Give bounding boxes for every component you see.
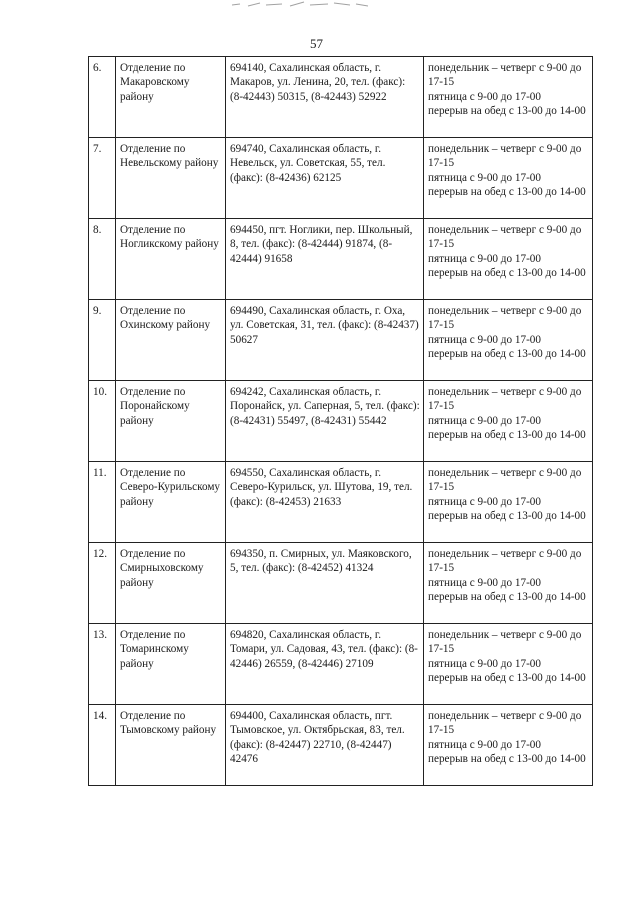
row-number: 9. — [89, 300, 116, 381]
hours-friday: пятница с 9-00 до 17-00 — [428, 171, 541, 184]
table-row — [89, 462, 593, 543]
hours-weekdays: понедельник – четверг с 9-00 до 17-15 — [428, 305, 582, 332]
row-number: 11. — [89, 462, 116, 543]
hours-lunch-break: перерыв на обед с 13-00 до 14-00 — [428, 672, 586, 685]
office-hours — [424, 462, 593, 543]
hours-weekdays: понедельник – четверг с 9-00 до 17-15 — [428, 629, 582, 656]
office-address: 694350, п. Смирных, ул. Маяковского, 5, тел. (факс): (8-42452) 41324 — [226, 543, 424, 624]
hours-friday: пятница с 9-00 до 17-00 — [428, 576, 541, 589]
row-number: 7. — [89, 138, 116, 219]
office-address: 694740, Сахалинская область, г. Невельск, ул. Советская, 55, тел. (факс): (8-42436) 62125 — [226, 138, 424, 219]
office-address: 694550, Сахалинская область, г. Северо-Курильск, ул. Шутова, 19, тел. (факс): (8-42453) 21633 — [226, 462, 424, 543]
page-number: 57 — [310, 36, 323, 51]
office-name: Отделение по Охинскому району — [116, 300, 226, 381]
hours-lunch-break: перерыв на обед с 13-00 до 14-00 — [428, 267, 586, 280]
hours-lunch-break: перерыв на обед с 13-00 до 14-00 — [428, 429, 586, 442]
office-address: 694242, Сахалинская область, г. Поронайск, ул. Саперная, 5, тел. (факс): (8-42431) 55497, (8-42431) 55442 — [226, 381, 424, 462]
scan-artifact — [230, 0, 370, 8]
hours-friday: пятница с 9-00 до 17-00 — [428, 333, 541, 346]
hours-lunch-break: перерыв на обед с 13-00 до 14-00 — [428, 753, 586, 766]
hours-weekdays: понедельник – четверг с 9-00 до 17-15 — [428, 710, 582, 737]
table-row — [89, 381, 593, 462]
table-row — [89, 138, 593, 219]
office-name: Отделение по Смирныховскому району — [116, 543, 226, 624]
row-number: 12. — [89, 543, 116, 624]
office-name: Отделение по Тымовскому району — [116, 705, 226, 786]
table-row — [89, 219, 593, 300]
office-hours — [424, 138, 593, 219]
office-hours — [424, 219, 593, 300]
hours-lunch-break: перерыв на обед с 13-00 до 14-00 — [428, 510, 586, 523]
table-row — [89, 57, 593, 138]
office-address: 694450, пгт. Ноглики, пер. Школьный, 8, тел. (факс): (8-42444) 91874, (8-42444) 91658 — [226, 219, 424, 300]
row-number: 13. — [89, 624, 116, 705]
table-row — [89, 300, 593, 381]
hours-friday: пятница с 9-00 до 17-00 — [428, 252, 541, 265]
hours-weekdays: понедельник – четверг с 9-00 до 17-15 — [428, 467, 582, 494]
row-number: 10. — [89, 381, 116, 462]
office-name: Отделение по Ногликскому району — [116, 219, 226, 300]
hours-friday: пятница с 9-00 до 17-00 — [428, 414, 541, 427]
office-name: Отделение по Невельскому району — [116, 138, 226, 219]
hours-lunch-break: перерыв на обед с 13-00 до 14-00 — [428, 105, 586, 118]
hours-weekdays: понедельник – четверг с 9-00 до 17-15 — [428, 224, 582, 251]
office-name: Отделение по Северо-Курильскому району — [116, 462, 226, 543]
hours-lunch-break: перерыв на обед с 13-00 до 14-00 — [428, 591, 586, 604]
hours-lunch-break: перерыв на обед с 13-00 до 14-00 — [428, 186, 586, 199]
office-hours — [424, 624, 593, 705]
table-row — [89, 705, 593, 786]
office-hours — [424, 300, 593, 381]
hours-weekdays: понедельник – четверг с 9-00 до 17-15 — [428, 548, 582, 575]
offices-table-body — [89, 57, 593, 786]
office-name: Отделение по Поронайскому району — [116, 381, 226, 462]
table-row — [89, 543, 593, 624]
row-number: 6. — [89, 57, 116, 138]
hours-friday: пятница с 9-00 до 17-00 — [428, 657, 541, 670]
hours-weekdays: понедельник – четверг с 9-00 до 17-15 — [428, 143, 582, 170]
offices-table — [88, 56, 593, 786]
office-address: 694400, Сахалинская область, пгт. Тымовское, ул. Октябрьская, 83, тел. (факс): (8-42447) 22710, (8-42447) 42476 — [226, 705, 424, 786]
office-address: 694140, Сахалинская область, г. Макаров, ул. Ленина, 20, тел. (факс): (8-42443) 50315, (8-42443) 52922 — [226, 57, 424, 138]
office-address: 694820, Сахалинская область, г. Томари, ул. Садовая, 43, тел. (факс): (8-42446) 26559, (8-42446) 27109 — [226, 624, 424, 705]
hours-friday: пятница с 9-00 до 17-00 — [428, 495, 541, 508]
row-number: 14. — [89, 705, 116, 786]
office-address: 694490, Сахалинская область, г. Оха, ул. Советская, 31, тел. (факс): (8-42437) 50627 — [226, 300, 424, 381]
office-hours — [424, 381, 593, 462]
office-name: Отделение по Томаринскому району — [116, 624, 226, 705]
office-hours — [424, 57, 593, 138]
row-number: 8. — [89, 219, 116, 300]
hours-friday: пятница с 9-00 до 17-00 — [428, 738, 541, 751]
hours-weekdays: понедельник – четверг с 9-00 до 17-15 — [428, 386, 582, 413]
office-hours — [424, 705, 593, 786]
hours-weekdays: понедельник – четверг с 9-00 до 17-15 — [428, 62, 582, 89]
office-hours — [424, 543, 593, 624]
hours-friday: пятница с 9-00 до 17-00 — [428, 90, 541, 103]
hours-lunch-break: перерыв на обед с 13-00 до 14-00 — [428, 348, 586, 361]
table-row — [89, 624, 593, 705]
office-name: Отделение по Макаровскому району — [116, 57, 226, 138]
